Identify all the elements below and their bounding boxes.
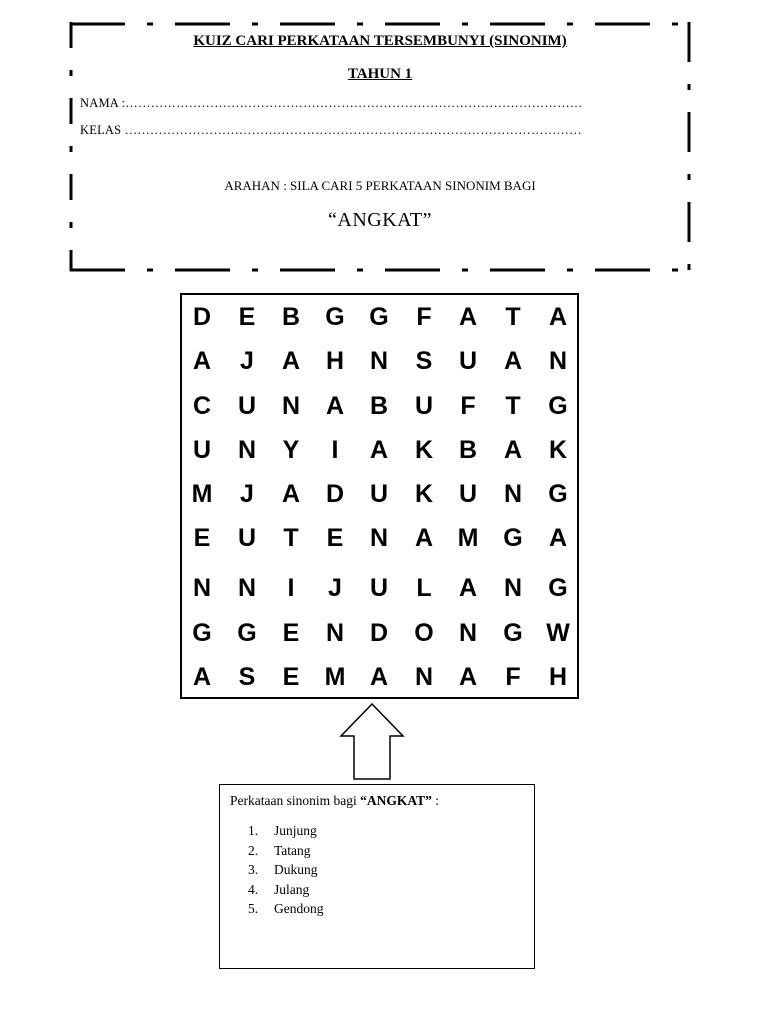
grid-cell[interactable]: N [237,574,257,602]
grid-cell[interactable]: G [548,574,568,602]
list-item [248,860,324,880]
grid-cell[interactable]: T [283,524,299,552]
grid-cell[interactable]: G [369,303,389,331]
grid-cell[interactable]: E [238,303,256,331]
grid-cell[interactable]: I [287,574,295,602]
grid-cell[interactable]: A [281,347,301,375]
list-item [248,899,324,919]
grid-cell[interactable]: S [415,347,433,375]
grid-cell[interactable]: F [460,392,476,420]
list-item-number: 1. [248,823,259,838]
grid-cell[interactable]: Y [282,436,300,464]
grid-cell[interactable]: N [281,392,301,420]
grid-cell[interactable]: N [237,436,257,464]
grid-cell[interactable]: N [414,663,434,691]
list-item-number: 2. [248,842,259,858]
answer-list [248,821,324,919]
word-search-grid [180,293,579,699]
grid-cell[interactable]: N [192,574,212,602]
grid-cell[interactable]: G [503,524,523,552]
list-item-number: 5. [248,901,259,916]
grid-cell[interactable]: B [281,303,301,331]
grid-cell[interactable]: A [458,574,478,602]
class-field[interactable]: KELAS ……………………………………………………………………………………………… [80,123,582,137]
grid-cell[interactable]: U [414,392,434,420]
list-item-word: Julang [274,881,310,897]
list-item-word: Tatang [274,842,311,858]
header-box [69,21,691,272]
answer-heading-prefix: Perkataan sinonim bagi [230,793,361,808]
answer-box [219,784,535,969]
grid-cell[interactable]: S [238,663,256,691]
grid-cell[interactable]: U [237,524,257,552]
list-item [248,880,324,900]
grid-cell[interactable]: J [240,480,254,508]
grid-cell[interactable]: A [503,347,523,375]
grid-cell[interactable]: U [192,436,212,464]
list-item [248,821,324,841]
list-item-word: Dukung [274,862,318,877]
grid-cell[interactable]: F [505,663,521,691]
grid-cell[interactable]: A [281,480,301,508]
grid-cell[interactable]: A [503,436,523,464]
grid-cell[interactable]: A [369,436,389,464]
grid-cell[interactable]: I [331,436,339,464]
grid-cell[interactable]: C [192,392,212,420]
grid-cell[interactable]: H [325,347,345,375]
name-field[interactable]: NAMA :……………………………………………………………………………………………… [80,96,583,110]
quiz-title: KUIZ CARI PERKATAAN TERSEMBUNYI (SINONIM) [193,33,567,49]
target-word: “ANGKAT” [328,209,432,231]
grid-cell[interactable]: N [503,574,523,602]
grid-cell[interactable]: G [325,303,345,331]
grid-cell[interactable]: J [240,347,254,375]
instruction-text: ARAHAN : SILA CARI 5 PERKATAAN SINONIM BAGI [224,178,536,193]
grid-cell[interactable]: G [192,619,212,647]
grid-cell[interactable]: E [282,663,300,691]
grid-cell[interactable]: A [369,663,389,691]
grid-cell[interactable]: A [548,303,568,331]
grid-cell[interactable]: D [325,480,345,508]
grid-cell[interactable]: U [237,392,257,420]
grid-cell[interactable]: O [414,619,434,647]
list-item-word: Gendong [274,901,324,916]
grid-cell[interactable]: N [369,524,389,552]
grid-cell[interactable]: E [193,524,211,552]
grid-cell[interactable]: N [325,619,345,647]
grid-cell[interactable]: N [458,619,478,647]
grid-cell[interactable]: U [369,574,389,602]
grid-cell[interactable]: M [324,663,346,691]
list-item-word: Junjung [274,823,317,838]
grid-cell[interactable]: M [457,524,479,552]
grid-cell[interactable]: T [505,392,521,420]
dash-dot-border [69,21,691,272]
grid-cell[interactable]: H [548,663,568,691]
grid-cell[interactable]: A [458,303,478,331]
grid-cell[interactable]: G [548,480,568,508]
grid-cell[interactable]: G [503,619,523,647]
grid-cell[interactable]: E [326,524,344,552]
grid-cell[interactable]: K [414,436,434,464]
list-item [248,841,324,861]
grid-cell[interactable]: A [192,663,212,691]
grid-cell[interactable]: W [546,619,570,647]
grid-cell[interactable]: F [416,303,432,331]
grid-cell[interactable]: A [192,347,212,375]
grid-cell[interactable]: T [505,303,521,331]
grid-cell[interactable]: K [548,436,568,464]
grid-cell[interactable]: N [548,347,568,375]
grid-cell[interactable]: N [503,480,523,508]
grid-cell[interactable]: J [328,574,342,602]
list-item-number: 4. [248,881,259,897]
answer-heading [230,793,439,809]
grid-cell[interactable]: A [414,524,434,552]
up-arrow-icon [339,703,405,781]
grid-cell[interactable]: K [414,480,434,508]
answer-heading-suffix: : [431,793,440,808]
grid-cell[interactable]: B [369,392,389,420]
grid-cell[interactable]: D [369,619,389,647]
grid-cell[interactable]: G [548,392,568,420]
grid-cell[interactable]: U [369,480,389,508]
grid-cell[interactable]: M [191,480,213,508]
grid-cell[interactable]: D [192,303,212,331]
grid-cell[interactable]: A [325,392,345,420]
grid-cell[interactable]: A [458,663,478,691]
grid-cell[interactable]: N [369,347,389,375]
grid-cell[interactable]: U [458,347,478,375]
answer-heading-word: “ANGKAT” [360,793,432,808]
grid-cell[interactable]: L [416,574,432,602]
grid-cell[interactable]: U [458,480,478,508]
grid-cell[interactable]: E [282,619,300,647]
quiz-year: TAHUN 1 [347,66,413,82]
grid-cell[interactable]: A [548,524,568,552]
list-item-number: 3. [248,862,259,877]
grid-cell[interactable]: B [458,436,478,464]
grid-cell[interactable]: G [237,619,257,647]
